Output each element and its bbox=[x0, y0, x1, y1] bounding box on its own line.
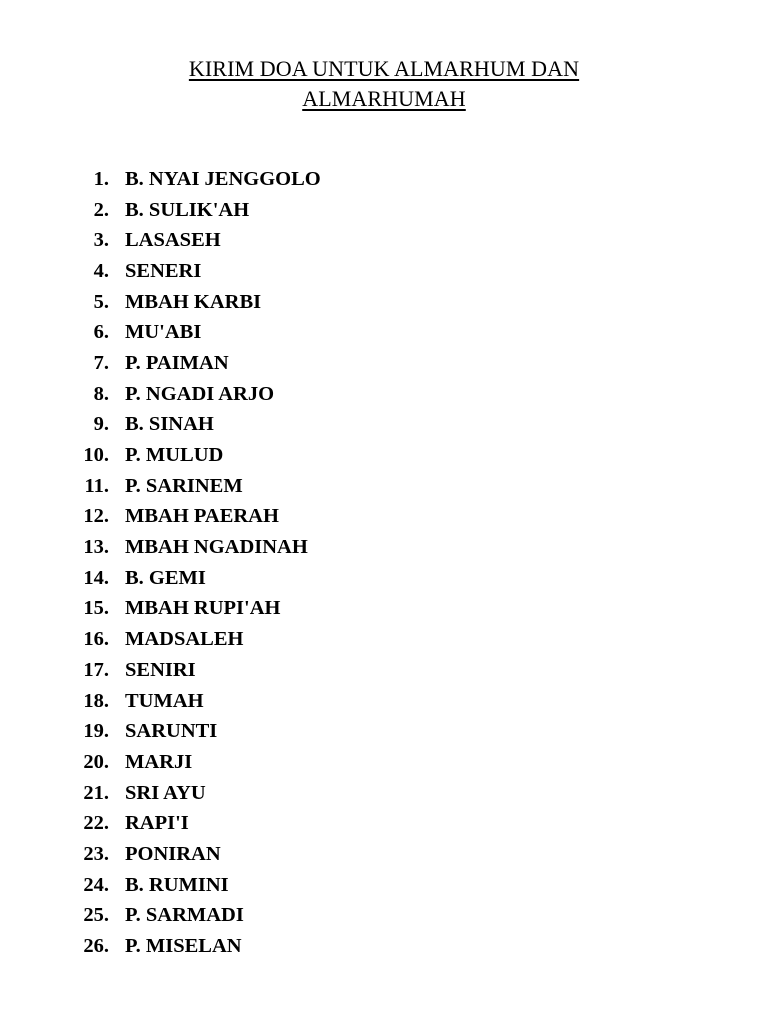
list-item bbox=[0, 195, 768, 226]
list-item bbox=[0, 901, 768, 932]
list-item bbox=[0, 563, 768, 594]
list-item bbox=[0, 778, 768, 809]
list-item-name: TUMAH bbox=[125, 689, 204, 712]
list-item bbox=[0, 655, 768, 686]
list-item bbox=[0, 410, 768, 441]
list-item-number: 11. bbox=[84, 474, 109, 497]
list-item-name: MBAH KARBI bbox=[125, 290, 262, 313]
list-item-number: 13. bbox=[83, 536, 109, 559]
document-title bbox=[0, 54, 768, 114]
title-line-1 bbox=[0, 54, 768, 84]
list-item bbox=[0, 839, 768, 870]
list-item bbox=[0, 931, 768, 962]
list-item-number: 7. bbox=[93, 351, 109, 374]
list-item bbox=[0, 379, 768, 410]
list-item bbox=[0, 471, 768, 502]
list-item-number: 8. bbox=[93, 382, 109, 405]
list-item-number: 20. bbox=[83, 750, 109, 773]
title-line-2 bbox=[0, 84, 768, 114]
list-item bbox=[0, 225, 768, 256]
list-item-number: 3. bbox=[93, 229, 109, 252]
list-item bbox=[0, 747, 768, 778]
list-item-name: SENERI bbox=[125, 259, 202, 282]
list-item-name: P. MISELAN bbox=[125, 935, 242, 958]
list-item-name: RAPI'I bbox=[125, 812, 189, 835]
list-item bbox=[0, 348, 768, 379]
list-item bbox=[0, 808, 768, 839]
list-item bbox=[0, 532, 768, 563]
list-item-number: 24. bbox=[83, 873, 109, 896]
list-item-name: B. RUMINI bbox=[125, 873, 229, 896]
list-item bbox=[0, 716, 768, 747]
list-item-number: 25. bbox=[83, 904, 109, 927]
title-line-2-text: ALMARHUMAH bbox=[302, 86, 466, 111]
list-item bbox=[0, 317, 768, 348]
list-item-number: 18. bbox=[83, 689, 109, 712]
list-item-name: P. SARMADI bbox=[125, 904, 244, 927]
list-item-name: MBAH PAERAH bbox=[125, 505, 279, 528]
list-item-name: SENIRI bbox=[125, 658, 196, 681]
name-list bbox=[0, 164, 768, 962]
list-item-name: MADSALEH bbox=[125, 628, 244, 651]
list-item-name: MBAH RUPI'AH bbox=[125, 597, 281, 620]
list-item-name: P. PAIMAN bbox=[125, 351, 229, 374]
title-line-1-text: KIRIM DOA UNTUK ALMARHUM DAN bbox=[188, 56, 580, 81]
list-item-name: SRI AYU bbox=[125, 781, 206, 804]
list-item-name: SARUNTI bbox=[125, 720, 218, 743]
list-item-name: B. SULIK'AH bbox=[125, 198, 250, 221]
list-item bbox=[0, 594, 768, 625]
list-item-number: 1. bbox=[93, 167, 109, 190]
list-item bbox=[0, 624, 768, 655]
list-item bbox=[0, 256, 768, 287]
list-item-number: 17. bbox=[83, 658, 109, 681]
list-item-name: MARJI bbox=[125, 750, 193, 773]
list-item-number: 10. bbox=[83, 444, 109, 467]
list-item-number: 14. bbox=[83, 566, 109, 589]
list-item-name: P. MULUD bbox=[125, 444, 224, 467]
list-item-number: 22. bbox=[83, 812, 109, 835]
list-item-number: 2. bbox=[93, 198, 109, 221]
list-item bbox=[0, 686, 768, 717]
list-item-number: 19. bbox=[83, 720, 109, 743]
list-item-number: 16. bbox=[83, 628, 109, 651]
list-item-number: 9. bbox=[93, 413, 109, 436]
list-item-number: 5. bbox=[93, 290, 109, 313]
list-item-name: P. NGADI ARJO bbox=[125, 382, 275, 405]
list-item-number: 23. bbox=[83, 842, 109, 865]
list-item-name: B. SINAH bbox=[125, 413, 214, 436]
list-item bbox=[0, 164, 768, 195]
list-item-name: B. NYAI JENGGOLO bbox=[125, 167, 321, 190]
list-item-name: LASASEH bbox=[125, 229, 221, 252]
list-item-name: P. SARINEM bbox=[125, 474, 243, 497]
list-item bbox=[0, 287, 768, 318]
list-item bbox=[0, 870, 768, 901]
list-item-number: 12. bbox=[83, 505, 109, 528]
list-item-number: 4. bbox=[93, 259, 109, 282]
list-item bbox=[0, 502, 768, 533]
list-item-name: B. GEMI bbox=[125, 566, 206, 589]
list-item-number: 26. bbox=[83, 935, 109, 958]
list-item-name: MBAH NGADINAH bbox=[125, 536, 308, 559]
list-item-name: PONIRAN bbox=[125, 842, 221, 865]
list-item-number: 21. bbox=[83, 781, 109, 804]
list-item-number: 6. bbox=[93, 321, 109, 344]
list-item-name: MU'ABI bbox=[125, 321, 202, 344]
list-item bbox=[0, 440, 768, 471]
list-item-number: 15. bbox=[83, 597, 109, 620]
